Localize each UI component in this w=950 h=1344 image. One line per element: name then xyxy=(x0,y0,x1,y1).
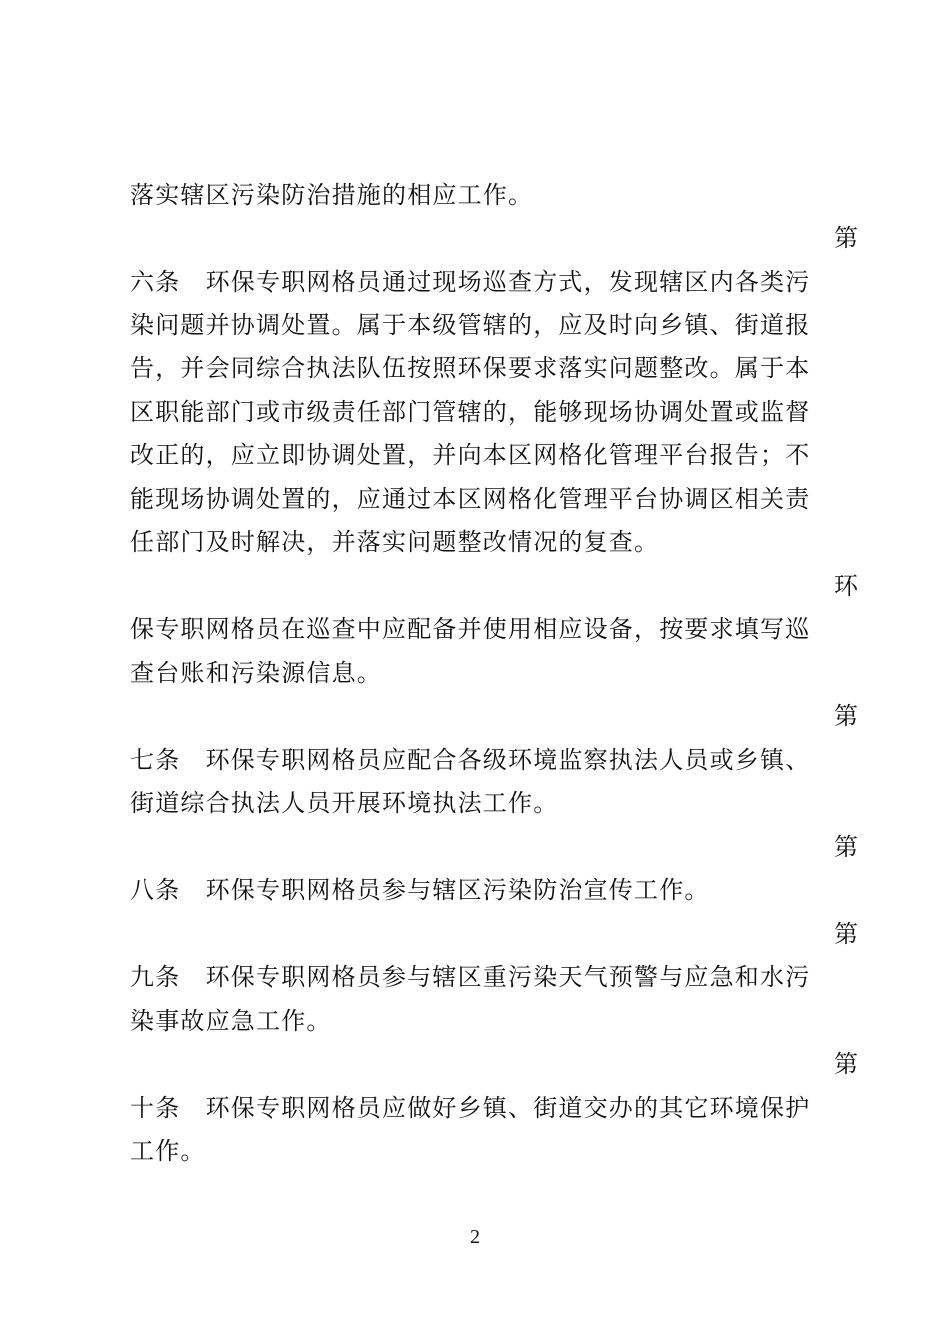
text-line: 任部门及时解决，并落实问题整改情况的复查。 xyxy=(130,528,660,556)
wrapped-heading-fragment: 第 xyxy=(834,920,858,948)
wrapped-heading-fragment: 环 xyxy=(834,572,858,600)
text-line: 九条 环保专职网格员参与辖区重污染天气预警与应急和水污 xyxy=(130,963,811,991)
text-line: 工作。 xyxy=(130,1137,206,1165)
text-line: 染事故应急工作。 xyxy=(130,1007,332,1035)
text-line: 染问题并协调处置。属于本级管辖的，应及时向乡镇、街道报 xyxy=(130,311,811,339)
text-line: 查台账和污染源信息。 xyxy=(130,659,382,687)
wrapped-heading-fragment: 第 xyxy=(834,702,858,730)
wrapped-heading-fragment: 第 xyxy=(834,833,858,861)
page-number: 2 xyxy=(470,1226,480,1248)
text-line: 改正的，应立即协调处置，并向本区网格化管理平台报告；不 xyxy=(130,441,811,469)
text-line: 十条 环保专职网格员应做好乡镇、街道交办的其它环境保护 xyxy=(130,1094,811,1122)
text-line: 区职能部门或市级责任部门管辖的，能够现场协调处置或监督 xyxy=(130,398,811,426)
wrapped-heading-fragment: 第 xyxy=(834,224,858,252)
text-line: 保专职网格员在巡查中应配备并使用相应设备，按要求填写巡 xyxy=(130,615,811,643)
wrapped-heading-fragment: 第 xyxy=(834,1050,858,1078)
text-line: 街道综合执法人员开展环境执法工作。 xyxy=(130,789,559,817)
text-line: 七条 环保专职网格员应配合各级环境监察执法人员或乡镇、 xyxy=(130,746,811,774)
text-line: 落实辖区污染防治措施的相应工作。 xyxy=(130,181,534,209)
text-line: 六条 环保专职网格员通过现场巡查方式，发现辖区内各类污 xyxy=(130,268,811,296)
text-line: 告，并会同综合执法队伍按照环保要求落实问题整改。属于本 xyxy=(130,354,811,382)
text-line: 能现场协调处置的，应通过本区网格化管理平台协调区相关责 xyxy=(130,485,811,513)
text-line: 八条 环保专职网格员参与辖区污染防治宣传工作。 xyxy=(130,876,710,904)
